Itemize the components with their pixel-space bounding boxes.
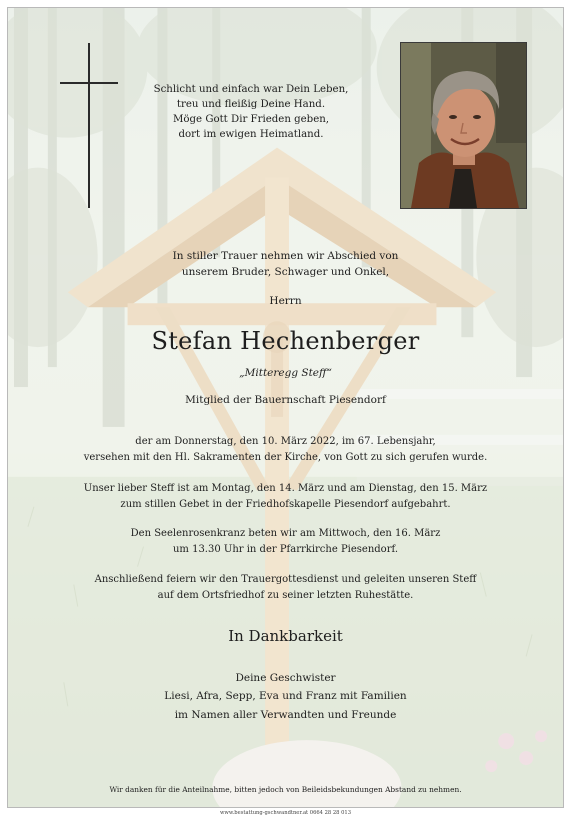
mourners-line: im Namen aller Verwandten und Freunde — [174, 709, 397, 721]
laid-out-line: Unser lieber Steff ist am Montag, den 14. März und am Dienstag, den 15. März — [83, 483, 488, 494]
poem-line: Schlicht und einfach war Dein Leben, — [153, 84, 349, 95]
footer-note: Wir danken für die Anteilnahme, bitten jedoch von Beileidsbekundungen Abstand zu nehmen. — [109, 785, 462, 794]
funeral-line: auf dem Ortsfriedhof zu seiner letzten Ruhestätte. — [157, 590, 414, 601]
death-notice-line: der am Donnerstag, den 10. März 2022, im 67. Lebensjahr, — [135, 436, 436, 447]
laid-out-line: zum stillen Gebet in der Friedhofskapelle Piesendorf aufgebahrt. — [120, 499, 451, 510]
imprint: www.bestattung-gschwandtner.at 0664 28 28 013 — [219, 810, 352, 816]
intro-line: unserem Bruder, Schwager und Onkel, — [181, 266, 390, 278]
membership: Mitglied der Bauernschaft Piesendorf — [185, 394, 386, 406]
salutation: Herrn — [269, 295, 302, 307]
latin-cross-icon — [88, 43, 90, 208]
poem-line: dort im ewigen Heimatland. — [178, 129, 324, 140]
memorial-poem — [120, 82, 382, 142]
intro-line: In stiller Trauer nehmen wir Abschied von — [172, 250, 399, 262]
rosary-line: Den Seelenrosenkranz beten wir am Mittwoch, den 16. März — [130, 528, 441, 539]
poem-line: treu und fleißig Deine Hand. — [176, 99, 326, 110]
latin-cross-icon-bar — [60, 82, 118, 84]
mourners-line: Liesi, Afra, Sepp, Eva und Franz mit Familien — [164, 690, 407, 702]
funeral-line: Anschließend feiern wir den Trauergottesdienst und geleiten unseren Steff — [94, 574, 477, 585]
portrait-photo — [400, 42, 527, 209]
mourners-line: Deine Geschwister — [235, 672, 336, 684]
gratitude-heading: In Dankbarkeit — [228, 627, 343, 645]
nickname: „Mitteregg Steff“ — [239, 367, 332, 379]
death-notice-line: versehen mit den Hl. Sakramenten der Kirche, von Gott zu sich gerufen wurde. — [83, 452, 488, 463]
deceased-name: Stefan Hechenberger — [151, 327, 420, 355]
rosary-line: um 13.30 Uhr in der Pfarrkirche Piesendorf. — [172, 544, 399, 555]
poem-line: Möge Gott Dir Frieden geben, — [172, 114, 330, 125]
